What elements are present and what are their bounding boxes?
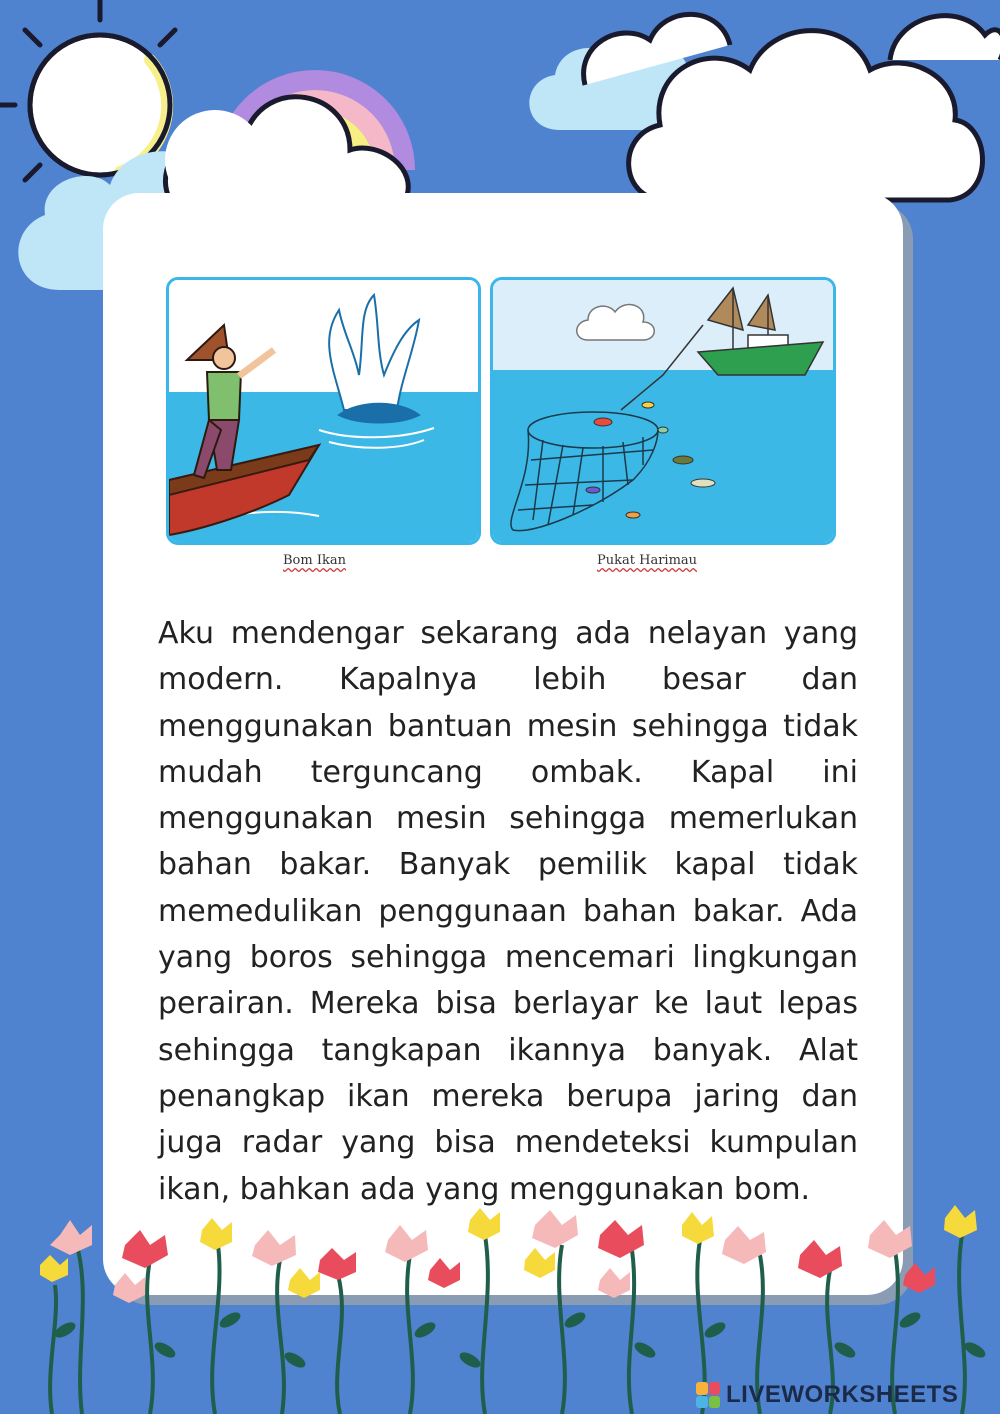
- cloud-icon: [529, 14, 1000, 200]
- image-caption: Bom Ikan: [283, 553, 346, 568]
- pukat-harimau-illustration: [490, 277, 836, 545]
- liveworksheets-brand: [696, 1380, 958, 1410]
- content-card: [103, 193, 903, 1295]
- brand-name: LIVEWORKSHEETS: [726, 1381, 959, 1408]
- reading-passage: Aku mendengar sekarang ada nelayan yang modern. Kapalnya lebih besar dan menggunakan bantuan mesin sehingga tidak mudah terguncang ombak. Kapal ini menggunakan mesin sehingga memerlukan bahan bakar. Banyak pemilik kapal tidak memedulikan penggunaan bahan bakar. Ada yang boros sehingga mencemari lingkungan perairan. Mereka bisa berlayar ke laut lepas sehingga tangkapan ikannya banyak. Alat penangkap ikan mereka berupa jaring dan juga radar yang bisa mendeteksi kumpulan ikan, bahkan ada yang menggunakan bom.: [158, 616, 858, 1207]
- liveworksheets-logo-icon: [696, 1382, 720, 1408]
- bom-ikan-illustration: [166, 277, 481, 545]
- image-caption: Pukat Harimau: [597, 553, 698, 568]
- flower-icon: [40, 1205, 977, 1303]
